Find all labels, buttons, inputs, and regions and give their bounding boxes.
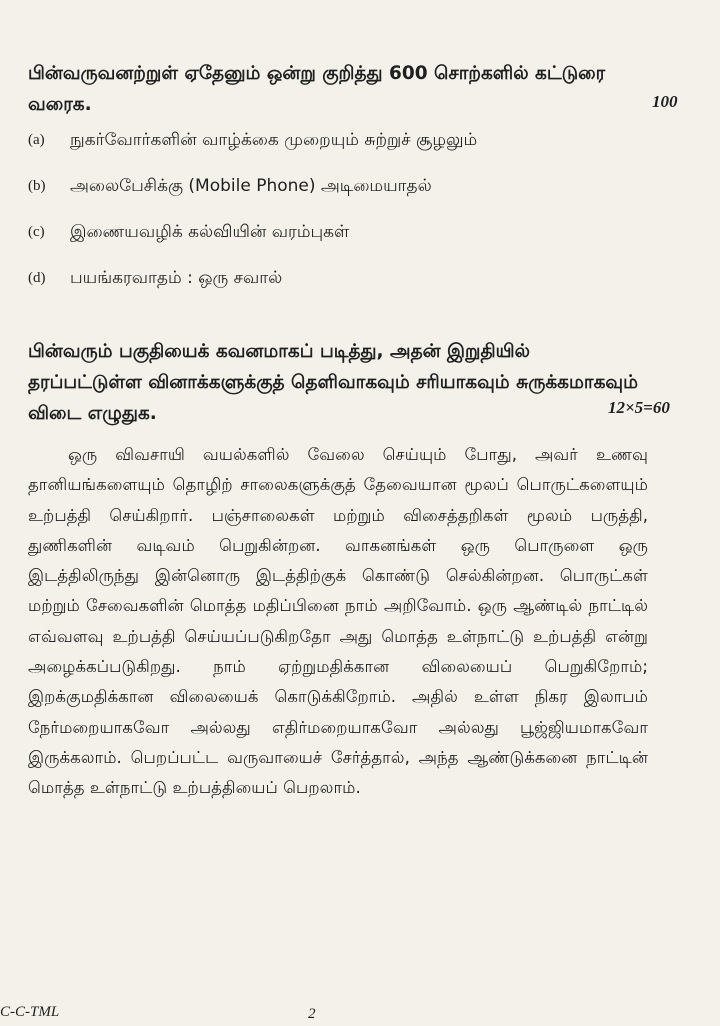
paper-code: C-C-TML: [0, 1004, 60, 1020]
question-2-marks: 12×5=60: [608, 398, 670, 417]
question-1-heading: பின்வருவனற்றுள் ஏதேனும் ஒன்று குறித்து 600 சொற்களில் கட்டுரை வரைக.: [28, 63, 606, 115]
option-label: (b): [28, 178, 46, 194]
option-text: அலைபேசிக்கு (Mobile Phone) அடிமையாதல்: [70, 176, 432, 196]
comprehension-passage: ஒரு விவசாயி வயல்களில் வேலை செய்யும் போது, அவர் உணவு தானியங்களையும் தொழிற் சாலைகளுக்குத் தேவையான மூலப் பொருட்களையும் உற்பத்தி செய்கிறார். பஞ்சாலைகள் மற்றும் விசைத்தறிகள் மூலம் பருத்தி, துணிகளின் வடிவம் பெறுகின்றன. வாகனங்கள் ஒரு பொருளை ஒரு இடத்திலிருந்து இன்னொரு இடத்திற்குக் கொண்டு செல்கின்றன. பொருட்கள் மற்றும் சேவைகளின் மொத்த மதிப்பினை நாம் அறிவோம். ஒரு ஆண்டில் நாட்டில் எவ்வளவு உற்பத்தி செய்யப்படுகிறதோ அது மொத்த உள்நாட்டு உற்பத்தி என்று அழைக்கப்படுகிறது. நாம் ஏற்றுமதிக்கான விலையைப் பெறுகிறோம்; இறக்குமதிக்கான விலையைக் கொடுக்கிறோம். அதில் உள்ள நிகர இலாபம் நேர்மறையாகவோ அல்லது எதிர்மறையாகவோ அல்லது பூஜ்ஜியமாகவோ இருக்கலாம். பெறப்பட்ட வருவாயைச் சேர்த்தால், அந்த ஆண்டுக்கனை நாட்டின் மொத்த உள்நாட்டு உற்பத்தியைப் பெறலாம்.: [28, 445, 648, 798]
option-b: [28, 174, 668, 220]
question-1-options: [28, 128, 668, 312]
option-c: [28, 220, 668, 266]
page-number: 2: [308, 1006, 316, 1022]
option-label: (c): [28, 224, 45, 240]
option-text: பயங்கரவாதம் : ஒரு சவால்: [70, 268, 283, 288]
option-label: (d): [28, 270, 46, 286]
option-text: நுகர்வோர்களின் வாழ்க்கை முறையும் சுற்றுச் சூழலும்: [70, 130, 478, 150]
option-text: இணையவழிக் கல்வியின் வரம்புகள்: [70, 222, 350, 242]
option-label: (a): [28, 132, 45, 148]
question-1-marks: 100: [652, 92, 678, 111]
option-d: [28, 266, 668, 312]
question-2-heading: பின்வரும் பகுதியைக் கவனமாகப் படித்து, அதன் இறுதியில் தரப்பட்டுள்ள வினாக்களுக்குத் தெளிவாகவும் சரியாகவும் சுருக்கமாகவும் விடை எழுதுக.: [28, 341, 638, 424]
option-a: [28, 128, 668, 174]
